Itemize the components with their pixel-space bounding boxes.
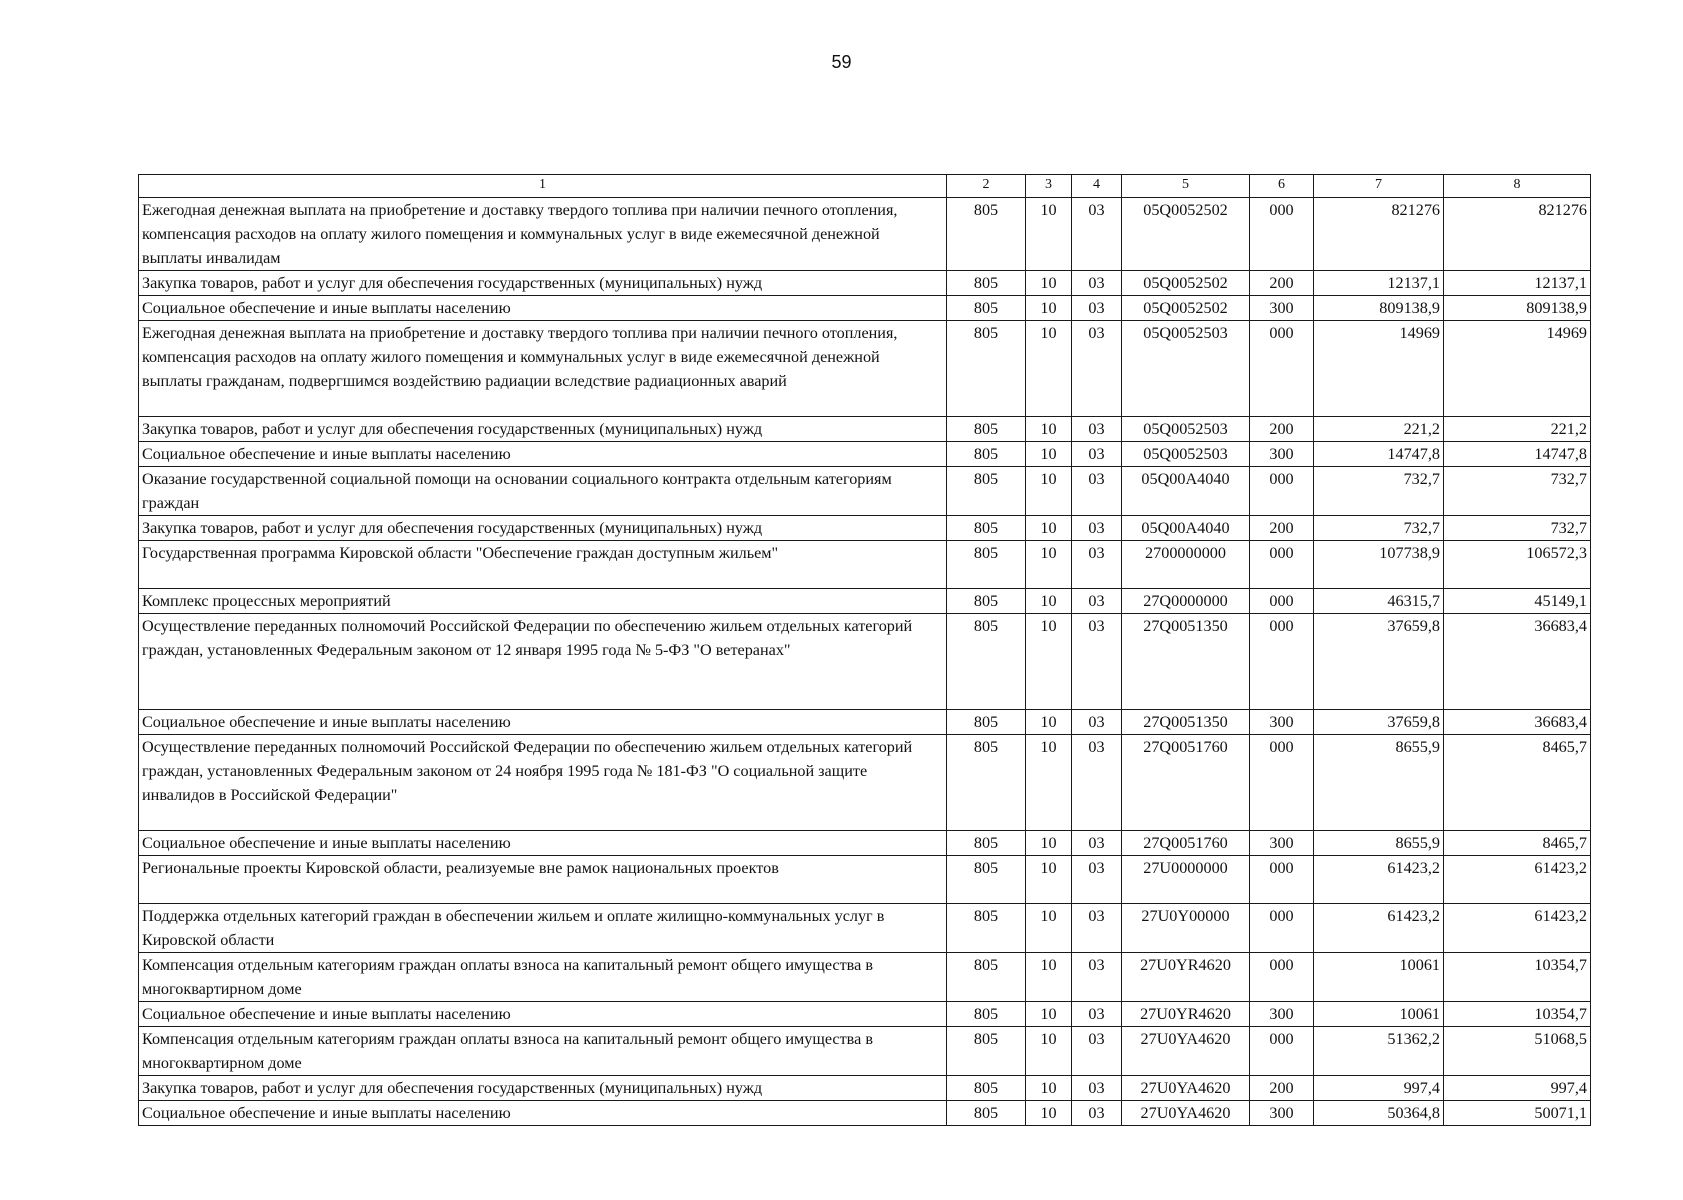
target-article-code: 05Q00A4040 <box>1122 467 1250 516</box>
expense-type-code: 000 <box>1250 614 1314 710</box>
section-code: 10 <box>1026 516 1072 541</box>
ministry-code: 805 <box>947 296 1026 321</box>
subsection-code: 03 <box>1072 614 1122 710</box>
table-row <box>139 321 1591 417</box>
ministry-code: 805 <box>947 541 1026 589</box>
subsection-code: 03 <box>1072 710 1122 735</box>
ministry-code: 805 <box>947 614 1026 710</box>
table-row <box>139 710 1591 735</box>
expense-type-code: 000 <box>1250 1027 1314 1076</box>
amount-year-2: 14969 <box>1444 321 1591 417</box>
budget-item-name: Закупка товаров, работ и услуг для обеспечения государственных (муниципальных) нужд <box>139 417 947 442</box>
amount-year-2: 36683,4 <box>1444 614 1591 710</box>
subsection-code: 03 <box>1072 904 1122 953</box>
section-code: 10 <box>1026 710 1072 735</box>
amount-year-1: 221,2 <box>1314 417 1444 442</box>
target-article-code: 27Q0051350 <box>1122 614 1250 710</box>
budget-item-name: Социальное обеспечение и иные выплаты населению <box>139 1002 947 1027</box>
budget-item-name: Осуществление переданных полномочий Российской Федерации по обеспечению жильем отдельных категорий граждан, установленных Федеральным законом от 24 ноября 1995 года № 181-ФЗ "О социальной защите инвалидов в Российской Федерации" <box>139 735 947 831</box>
target-article-code: 27Q0051350 <box>1122 710 1250 735</box>
table-row <box>139 904 1591 953</box>
target-article-code: 27U0YA4620 <box>1122 1101 1250 1126</box>
target-article-code: 05Q00A4040 <box>1122 516 1250 541</box>
ministry-code: 805 <box>947 198 1026 271</box>
subsection-code: 03 <box>1072 442 1122 467</box>
expense-type-code: 200 <box>1250 271 1314 296</box>
table-row <box>139 856 1591 904</box>
column-header-row <box>139 175 1591 198</box>
expense-type-code: 000 <box>1250 856 1314 904</box>
budget-item-name: Социальное обеспечение и иные выплаты населению <box>139 296 947 321</box>
amount-year-1: 10061 <box>1314 953 1444 1002</box>
budget-item-name: Закупка товаров, работ и услуг для обеспечения государственных (муниципальных) нужд <box>139 516 947 541</box>
section-code: 10 <box>1026 589 1072 614</box>
target-article-code: 27Q0000000 <box>1122 589 1250 614</box>
target-article-code: 05Q0052502 <box>1122 296 1250 321</box>
ministry-code: 805 <box>947 442 1026 467</box>
amount-year-1: 51362,2 <box>1314 1027 1444 1076</box>
section-code: 10 <box>1026 442 1072 467</box>
section-code: 10 <box>1026 1076 1072 1101</box>
target-article-code: 05Q0052503 <box>1122 417 1250 442</box>
section-code: 10 <box>1026 198 1072 271</box>
section-code: 10 <box>1026 1002 1072 1027</box>
expense-type-code: 300 <box>1250 296 1314 321</box>
amount-year-1: 14969 <box>1314 321 1444 417</box>
amount-year-2: 10354,7 <box>1444 1002 1591 1027</box>
budget-item-name: Социальное обеспечение и иные выплаты населению <box>139 1101 947 1126</box>
section-code: 10 <box>1026 321 1072 417</box>
expense-type-code: 300 <box>1250 710 1314 735</box>
target-article-code: 2700000000 <box>1122 541 1250 589</box>
ministry-code: 805 <box>947 1002 1026 1027</box>
table-row <box>139 831 1591 856</box>
table-row <box>139 467 1591 516</box>
target-article-code: 27U0YR4620 <box>1122 953 1250 1002</box>
amount-year-2: 45149,1 <box>1444 589 1591 614</box>
expense-type-code: 300 <box>1250 831 1314 856</box>
amount-year-1: 61423,2 <box>1314 856 1444 904</box>
amount-year-2: 50071,1 <box>1444 1101 1591 1126</box>
ministry-code: 805 <box>947 271 1026 296</box>
ministry-code: 805 <box>947 735 1026 831</box>
section-code: 10 <box>1026 904 1072 953</box>
table-row <box>139 198 1591 271</box>
amount-year-1: 8655,9 <box>1314 831 1444 856</box>
subsection-code: 03 <box>1072 1076 1122 1101</box>
table-row <box>139 417 1591 442</box>
target-article-code: 27U0YR4620 <box>1122 1002 1250 1027</box>
ministry-code: 805 <box>947 321 1026 417</box>
amount-year-1: 732,7 <box>1314 467 1444 516</box>
expense-type-code: 300 <box>1250 442 1314 467</box>
budget-item-name: Государственная программа Кировской области "Обеспечение граждан доступным жильем" <box>139 541 947 589</box>
subsection-code: 03 <box>1072 953 1122 1002</box>
table-row <box>139 735 1591 831</box>
expense-type-code: 000 <box>1250 904 1314 953</box>
budget-item-name: Поддержка отдельных категорий граждан в обеспечении жильем и оплате жилищно-коммунальных услуг в Кировской области <box>139 904 947 953</box>
column-header: 7 <box>1314 175 1444 198</box>
ministry-code: 805 <box>947 1076 1026 1101</box>
budget-item-name: Закупка товаров, работ и услуг для обеспечения государственных (муниципальных) нужд <box>139 271 947 296</box>
subsection-code: 03 <box>1072 1027 1122 1076</box>
table-row <box>139 442 1591 467</box>
budget-item-name: Компенсация отдельным категориям граждан оплаты взноса на капитальный ремонт общего имущества в многоквартирном доме <box>139 1027 947 1076</box>
budget-item-name: Ежегодная денежная выплата на приобретение и доставку твердого топлива при наличии печного отопления, компенсация расходов на оплату жилого помещения и коммунальных услуг в виде ежемесячной денежной выплаты гражданам, подвергшимся воздействию радиации вследствие радиационных аварий <box>139 321 947 417</box>
amount-year-1: 809138,9 <box>1314 296 1444 321</box>
amount-year-1: 107738,9 <box>1314 541 1444 589</box>
amount-year-2: 809138,9 <box>1444 296 1591 321</box>
subsection-code: 03 <box>1072 417 1122 442</box>
table-row <box>139 614 1591 710</box>
target-article-code: 27U0YA4620 <box>1122 1027 1250 1076</box>
budget-item-name: Закупка товаров, работ и услуг для обеспечения государственных (муниципальных) нужд <box>139 1076 947 1101</box>
amount-year-1: 61423,2 <box>1314 904 1444 953</box>
column-header: 4 <box>1072 175 1122 198</box>
subsection-code: 03 <box>1072 856 1122 904</box>
amount-year-1: 37659,8 <box>1314 710 1444 735</box>
ministry-code: 805 <box>947 417 1026 442</box>
ministry-code: 805 <box>947 1027 1026 1076</box>
section-code: 10 <box>1026 953 1072 1002</box>
table-row <box>139 1076 1591 1101</box>
amount-year-2: 61423,2 <box>1444 856 1591 904</box>
section-code: 10 <box>1026 735 1072 831</box>
subsection-code: 03 <box>1072 516 1122 541</box>
subsection-code: 03 <box>1072 1101 1122 1126</box>
amount-year-1: 50364,8 <box>1314 1101 1444 1126</box>
subsection-code: 03 <box>1072 831 1122 856</box>
amount-year-1: 37659,8 <box>1314 614 1444 710</box>
expense-type-code: 000 <box>1250 735 1314 831</box>
amount-year-1: 732,7 <box>1314 516 1444 541</box>
ministry-code: 805 <box>947 516 1026 541</box>
column-header: 1 <box>139 175 947 198</box>
budget-item-name: Осуществление переданных полномочий Российской Федерации по обеспечению жильем отдельных категорий граждан, установленных Федеральным законом от 12 января 1995 года № 5-ФЗ "О ветеранах" <box>139 614 947 710</box>
budget-item-name: Комплекс процессных мероприятий <box>139 589 947 614</box>
ministry-code: 805 <box>947 589 1026 614</box>
section-code: 10 <box>1026 856 1072 904</box>
amount-year-2: 821276 <box>1444 198 1591 271</box>
ministry-code: 805 <box>947 467 1026 516</box>
expense-type-code: 300 <box>1250 1002 1314 1027</box>
ministry-code: 805 <box>947 856 1026 904</box>
amount-year-2: 732,7 <box>1444 516 1591 541</box>
table-row <box>139 1002 1591 1027</box>
table-row <box>139 1101 1591 1126</box>
section-code: 10 <box>1026 296 1072 321</box>
amount-year-2: 14747,8 <box>1444 442 1591 467</box>
amount-year-2: 106572,3 <box>1444 541 1591 589</box>
budget-item-name: Социальное обеспечение и иные выплаты населению <box>139 710 947 735</box>
amount-year-2: 732,7 <box>1444 467 1591 516</box>
table-row <box>139 516 1591 541</box>
table-row <box>139 271 1591 296</box>
subsection-code: 03 <box>1072 198 1122 271</box>
expense-type-code: 000 <box>1250 467 1314 516</box>
amount-year-1: 997,4 <box>1314 1076 1444 1101</box>
page-number: 59 <box>831 52 852 72</box>
section-code: 10 <box>1026 1027 1072 1076</box>
ministry-code: 805 <box>947 1101 1026 1126</box>
section-code: 10 <box>1026 271 1072 296</box>
amount-year-2: 997,4 <box>1444 1076 1591 1101</box>
budget-item-name: Оказание государственной социальной помощи на основании социального контракта отдельным категориям граждан <box>139 467 947 516</box>
budget-table <box>138 174 1591 1126</box>
target-article-code: 05Q0052503 <box>1122 321 1250 417</box>
column-header: 6 <box>1250 175 1314 198</box>
expense-type-code: 200 <box>1250 417 1314 442</box>
amount-year-2: 61423,2 <box>1444 904 1591 953</box>
table-row <box>139 589 1591 614</box>
target-article-code: 27U0YA4620 <box>1122 1076 1250 1101</box>
budget-item-name: Ежегодная денежная выплата на приобретение и доставку твердого топлива при наличии печного отопления, компенсация расходов на оплату жилого помещения и коммунальных услуг в виде ежемесячной денежной выплаты инвалидам <box>139 198 947 271</box>
expense-type-code: 000 <box>1250 198 1314 271</box>
target-article-code: 05Q0052503 <box>1122 442 1250 467</box>
expense-type-code: 000 <box>1250 953 1314 1002</box>
subsection-code: 03 <box>1072 1002 1122 1027</box>
subsection-code: 03 <box>1072 467 1122 516</box>
section-code: 10 <box>1026 1101 1072 1126</box>
amount-year-1: 12137,1 <box>1314 271 1444 296</box>
column-header: 5 <box>1122 175 1250 198</box>
amount-year-2: 10354,7 <box>1444 953 1591 1002</box>
amount-year-2: 51068,5 <box>1444 1027 1591 1076</box>
amount-year-2: 8465,7 <box>1444 735 1591 831</box>
amount-year-1: 46315,7 <box>1314 589 1444 614</box>
expense-type-code: 000 <box>1250 541 1314 589</box>
table-row <box>139 541 1591 589</box>
table-row <box>139 296 1591 321</box>
ministry-code: 805 <box>947 710 1026 735</box>
target-article-code: 27Q0051760 <box>1122 831 1250 856</box>
ministry-code: 805 <box>947 953 1026 1002</box>
ministry-code: 805 <box>947 904 1026 953</box>
target-article-code: 05Q0052502 <box>1122 198 1250 271</box>
target-article-code: 27Q0051760 <box>1122 735 1250 831</box>
column-header: 8 <box>1444 175 1591 198</box>
amount-year-2: 12137,1 <box>1444 271 1591 296</box>
subsection-code: 03 <box>1072 735 1122 831</box>
budget-item-name: Региональные проекты Кировской области, реализуемые вне рамок национальных проектов <box>139 856 947 904</box>
amount-year-2: 221,2 <box>1444 417 1591 442</box>
section-code: 10 <box>1026 467 1072 516</box>
subsection-code: 03 <box>1072 541 1122 589</box>
subsection-code: 03 <box>1072 321 1122 417</box>
amount-year-1: 10061 <box>1314 1002 1444 1027</box>
target-article-code: 05Q0052502 <box>1122 271 1250 296</box>
budget-item-name: Социальное обеспечение и иные выплаты населению <box>139 831 947 856</box>
amount-year-2: 36683,4 <box>1444 710 1591 735</box>
section-code: 10 <box>1026 541 1072 589</box>
expense-type-code: 300 <box>1250 1101 1314 1126</box>
subsection-code: 03 <box>1072 589 1122 614</box>
amount-year-1: 14747,8 <box>1314 442 1444 467</box>
expense-type-code: 000 <box>1250 589 1314 614</box>
amount-year-1: 821276 <box>1314 198 1444 271</box>
table-row <box>139 1027 1591 1076</box>
section-code: 10 <box>1026 614 1072 710</box>
table-body <box>139 198 1591 1126</box>
ministry-code: 805 <box>947 831 1026 856</box>
amount-year-2: 8465,7 <box>1444 831 1591 856</box>
expense-type-code: 200 <box>1250 516 1314 541</box>
section-code: 10 <box>1026 417 1072 442</box>
target-article-code: 27U0Y00000 <box>1122 904 1250 953</box>
budget-item-name: Компенсация отдельным категориям граждан оплаты взноса на капитальный ремонт общего имущества в многоквартирном доме <box>139 953 947 1002</box>
column-header: 2 <box>947 175 1026 198</box>
subsection-code: 03 <box>1072 271 1122 296</box>
target-article-code: 27U0000000 <box>1122 856 1250 904</box>
budget-item-name: Социальное обеспечение и иные выплаты населению <box>139 442 947 467</box>
table-row <box>139 953 1591 1002</box>
expense-type-code: 200 <box>1250 1076 1314 1101</box>
expense-type-code: 000 <box>1250 321 1314 417</box>
section-code: 10 <box>1026 831 1072 856</box>
subsection-code: 03 <box>1072 296 1122 321</box>
amount-year-1: 8655,9 <box>1314 735 1444 831</box>
column-header: 3 <box>1026 175 1072 198</box>
